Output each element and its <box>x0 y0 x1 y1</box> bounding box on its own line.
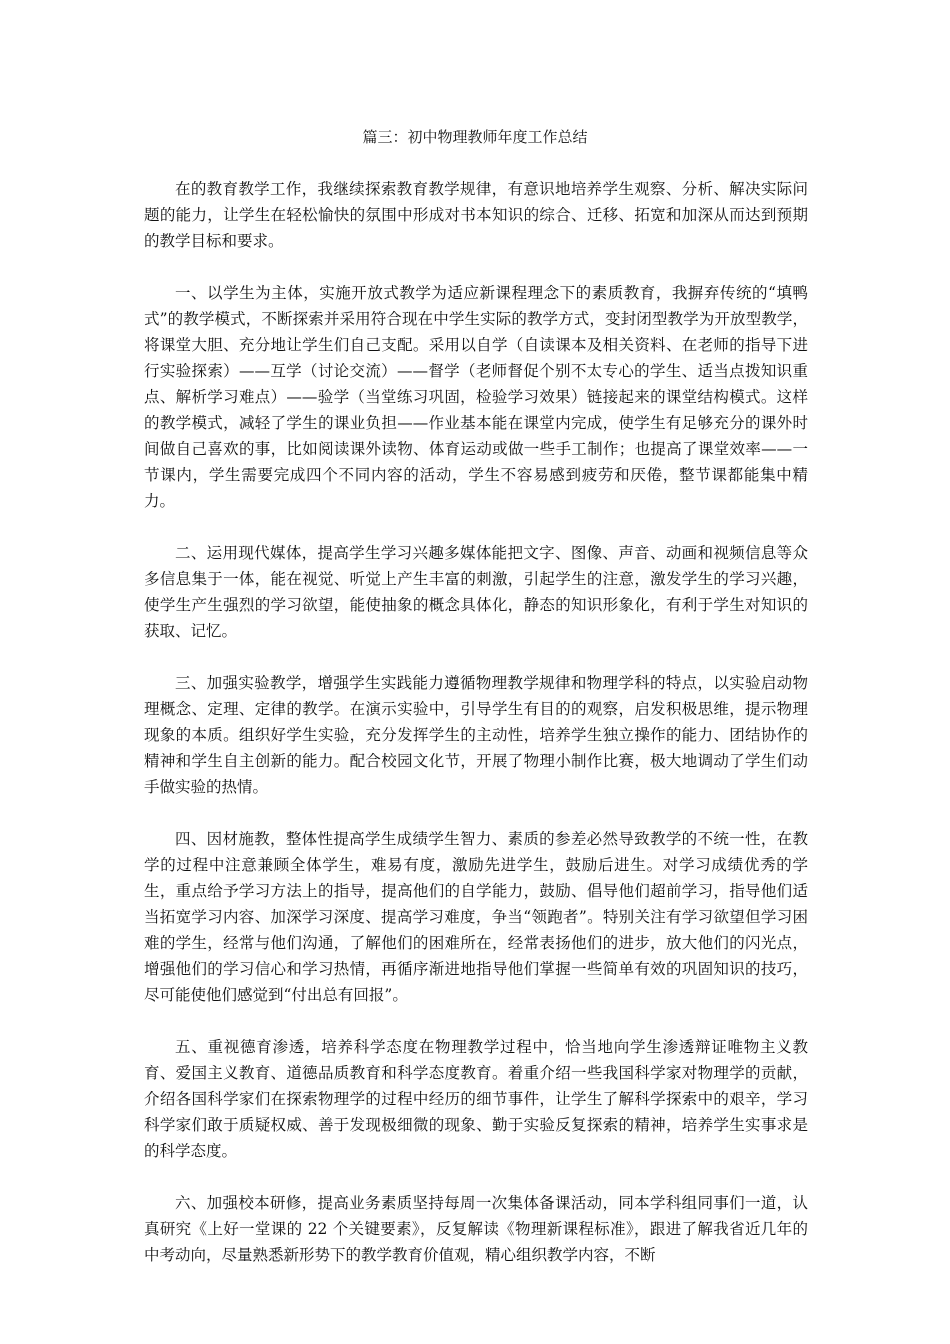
section-5-paragraph: 五、重视德育渗透，培养科学态度在物理教学过程中，恰当地向学生渗透辩证唯物主义教育、爱国主义教育、道德品质教育和科学态度教育。着重介绍一些我国科学家对物理学的贡献，介绍各国科学家们在探索物理学的过程中经历的细节事件，让学生了解科学探索中的艰辛，学习科学家们敢于质疑权威、善于发现极细微的现象、勤于实验反复探索的精神，培养学生实事求是的科学态度。 <box>144 1038 808 1160</box>
document-body <box>144 176 808 1268</box>
intro-paragraph: 在的教育教学工作，我继续探索教育教学规律，有意识地培养学生观察、分析、解决实际问题的能力，让学生在轻松愉快的氛围中形成对书本知识的综合、迁移、拓宽和加深从而达到预期的教学目标和要求。 <box>144 180 808 250</box>
section-6-paragraph: 六、加强校本研修，提高业务素质坚持每周一次集体备课活动，同本学科组同事们一道，认真研究《上好一堂课的 22 个关键要素》，反复解读《物理新课程标准》，跟进了解我省近几年的中考动向，尽量熟悉新形势下的教学教育价值观，精心组织教学内容，不断 <box>144 1194 808 1264</box>
document-title: 篇三：初中物理教师年度工作总结 <box>362 128 588 146</box>
section-2-paragraph: 二、运用现代媒体，提高学生学习兴趣多媒体能把文字、图像、声音、动画和视频信息等众多信息集于一体，能在视觉、听觉上产生丰富的刺激，引起学生的注意，激发学生的学习兴趣，使学生产生强烈的学习欲望，能使抽象的概念具体化，静态的知识形象化，有利于学生对知识的获取、记忆。 <box>144 544 808 640</box>
section-4-paragraph: 四、因材施教，整体性提高学生成绩学生智力、素质的参差必然导致教学的不统一性，在教学的过程中注意兼顾全体学生，难易有度，激励先进学生，鼓励后进生。对学习成绩优秀的学生，重点给予学习方法上的指导，提高他们的自学能力，鼓励、倡导他们超前学习，指导他们适当拓宽学习内容、加深学习深度、提高学习难度，争当“领跑者”。特别关注有学习欲望但学习困难的学生，经常与他们沟通，了解他们的困难所在，经常表扬他们的进步，放大他们的闪光点，增强他们的学习信心和学习热情，再循序渐进地指导他们掌握一些简单有效的巩固知识的技巧，尽可能使他们感觉到“付出总有回报”。 <box>144 830 808 1004</box>
section-1-paragraph: 一、以学生为主体，实施开放式教学为适应新课程理念下的素质教育，我摒弃传统的“填鸭式”的教学模式，不断探索并采用符合现在中学生实际的教学方式，变封闭型教学为开放型教学，将课堂大胆、充分地让学生们自己支配。采用以自学（自读课本及相关资料、在老师的指导下进行实验探索）——互学（讨论交流）——督学（老师督促个别不太专心的学生、适当点拨知识重点、解析学习难点）——验学（当堂练习巩固，检验学习效果）链接起来的课堂结构模式。这样的教学模式，减轻了学生的课业负担——作业基本能在课堂内完成，使学生有足够充分的课外时间做自己喜欢的事，比如阅读课外读物、体育运动或做一些手工制作；也提高了课堂效率——一节课内，学生需要完成四个不同内容的活动，学生不容易感到疲劳和厌倦，整节课都能集中精力。 <box>144 284 808 510</box>
section-3-paragraph: 三、加强实验教学，增强学生实践能力遵循物理教学规律和物理学科的特点，以实验启动物理概念、定理、定律的教学。在演示实验中，引导学生有目的的观察，启发积极思维，提示物理现象的本质。组织好学生实验，充分发挥学生的主动性，培养学生独立操作的能力、团结协作的精神和学生自主创新的能力。配合校园文化节，开展了物理小制作比赛，极大地调动了学生们动手做实验的热情。 <box>144 674 808 796</box>
